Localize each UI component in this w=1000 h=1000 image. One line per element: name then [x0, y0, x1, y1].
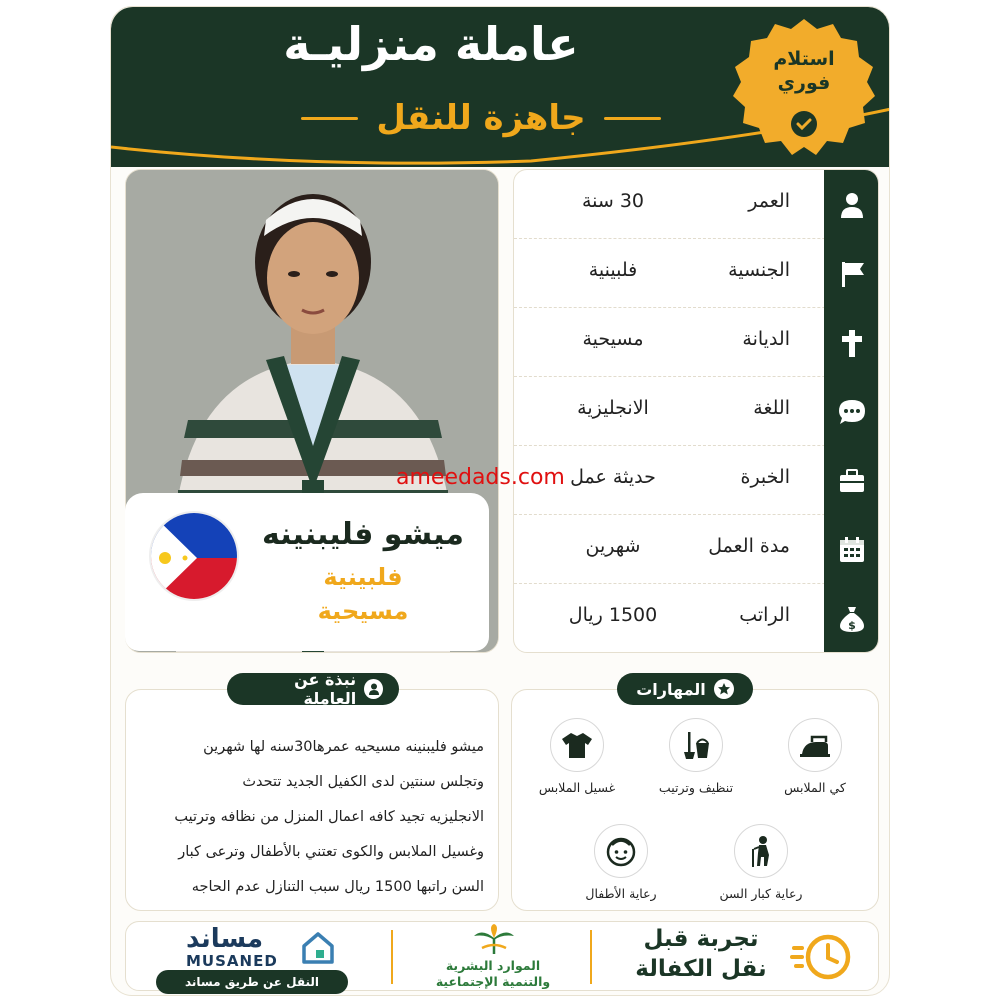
about-line: السن راتبها 1500 ريال سبب التنازل عدم الحاجه [191, 879, 484, 895]
worker-religion: مسيحية [317, 597, 409, 625]
skill-child-care [566, 824, 676, 901]
skills-heading-pill [617, 673, 753, 705]
page-subtitle: جاهزة للنقل [376, 98, 586, 138]
watermark-text: ameedads.com [396, 465, 565, 490]
footer-divider [590, 930, 592, 984]
about-line: وتجلس سنتين لدى الكفيل الجديد تتحدث [242, 774, 484, 790]
about-line: وغسيل الملابس والكوى تعتني بالأطفال وترعى كبار [178, 844, 484, 860]
skill-label: كي الملابس [784, 780, 846, 795]
skill-elderly-care [706, 824, 816, 901]
cross-icon [824, 308, 879, 377]
subtitle-row [301, 93, 661, 143]
skill-cleaning [641, 718, 751, 795]
user-icon [364, 679, 383, 699]
worker-name-card [125, 493, 489, 651]
elderly-icon [734, 824, 788, 878]
musaned-logo-text-ar: مساند [186, 924, 264, 954]
info-label: مدة العمل [708, 535, 790, 557]
svg-text:$: $ [848, 618, 856, 632]
info-row-experience [514, 446, 879, 515]
musaned-logo-text-en: MUSANED [186, 952, 278, 970]
about-line: الانجليزيه تجيد كافه اعمال المنزل من نظافه وترتيب [174, 809, 484, 825]
skill-label: رعاية كبار السن [719, 886, 803, 901]
skills-heading: المهارات [636, 679, 706, 699]
chat-icon [824, 377, 879, 446]
info-row-age [514, 170, 879, 239]
info-label: الديانة [742, 328, 790, 350]
worker-name: ميشو فليبنينه [262, 517, 464, 552]
info-label: الجنسية [728, 259, 790, 281]
money-bag-icon [824, 584, 879, 653]
info-label: العمر [748, 190, 790, 212]
info-label: اللغة [753, 397, 790, 419]
worker-card [110, 6, 890, 996]
info-value: فلبينية [588, 259, 638, 281]
info-value: شهرين [585, 535, 641, 557]
info-row-salary [514, 584, 879, 653]
about-line: ميشو فليبنينه مسيحيه عمرها30سنه لها شهرين [203, 739, 484, 755]
badge-line-1: استلام [773, 48, 835, 70]
check-icon [791, 111, 817, 137]
user-icon [824, 170, 879, 239]
flag-icon [824, 239, 879, 308]
musaned-logo-icon [300, 930, 336, 966]
skills-section [511, 689, 879, 911]
page-title: عاملة منزليـة [283, 17, 579, 71]
badge-text [729, 47, 879, 95]
philippines-flag-icon [149, 511, 239, 601]
info-value: 30 سنة [581, 190, 645, 212]
info-value: حديثة عمل [570, 466, 656, 488]
shirt-icon [550, 718, 604, 772]
about-text [142, 730, 484, 905]
info-row-religion [514, 308, 879, 377]
footer [125, 921, 879, 991]
hrsd-logo-text-2: والتنمية الإجتماعية [435, 974, 551, 989]
info-table [513, 169, 879, 653]
info-label: الراتب [739, 604, 790, 626]
subtitle-line-left [301, 117, 358, 120]
info-row-nationality [514, 239, 879, 308]
skill-label: غسيل الملابس [538, 780, 616, 795]
skill-laundry [522, 718, 632, 795]
info-value: مسيحية [582, 328, 644, 350]
hrsd-logo-icon [472, 924, 516, 958]
info-row-duration [514, 515, 879, 584]
about-heading: نبذة عن العاملة [294, 670, 357, 708]
hrsd-logo-text-1: الموارد البشرية [445, 958, 541, 973]
about-heading-pill [227, 670, 399, 708]
briefcase-icon [824, 446, 879, 515]
calendar-icon [824, 515, 879, 584]
instant-delivery-badge [729, 15, 879, 165]
info-label: الخبرة [740, 466, 790, 488]
subtitle-line-right [604, 117, 661, 120]
musaned-transfer-note: النقل عن طريق مساند [156, 970, 348, 994]
skill-label: تنظيف وترتيب [658, 780, 734, 795]
skill-label: رعاية الأطفال [585, 886, 657, 901]
badge-line-2: فوري [777, 72, 831, 94]
worker-nationality: فلبينية [323, 563, 403, 591]
skill-ironing [760, 718, 870, 795]
trial-text-line-1: تجربة قبل [643, 926, 759, 952]
info-value: 1500 ريال [568, 604, 658, 626]
child-icon [594, 824, 648, 878]
info-value: الانجليزية [577, 397, 649, 419]
trial-text-line-2: نقل الكفالة [635, 956, 767, 982]
cleaning-icon [669, 718, 723, 772]
footer-divider [391, 930, 393, 984]
info-row-language [514, 377, 879, 446]
fast-clock-icon [790, 932, 854, 982]
iron-icon [788, 718, 842, 772]
about-worker-section [125, 689, 499, 911]
star-icon [714, 679, 734, 699]
